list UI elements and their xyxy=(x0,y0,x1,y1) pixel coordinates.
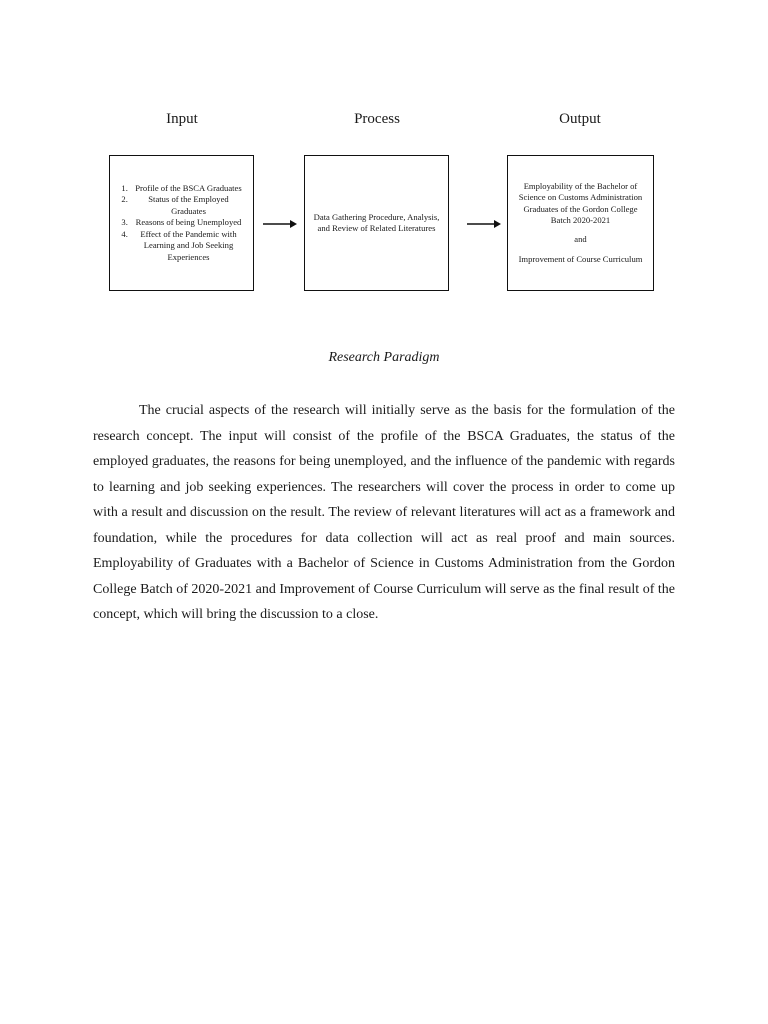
output-line-1: Employability of the Bachelor of Science on Customs Administration Graduates of the Gordon College Batch 2020-2021 xyxy=(518,180,643,225)
output-content xyxy=(508,181,653,265)
input-title: Input xyxy=(166,111,198,127)
output-line-2: Improvement of Course Curriculum xyxy=(518,253,643,264)
output-title: Output xyxy=(559,111,601,127)
output-box xyxy=(507,155,654,291)
arrow-right-icon xyxy=(466,218,502,230)
process-box xyxy=(304,155,449,291)
process-text: Data Gathering Procedure, Analysis, and Review of Related Literatures xyxy=(313,211,440,233)
body-paragraph: The crucial aspects of the research will initially serve as the basis for the formulation of the research concept. The input will consist of the profile of the BSCA Graduates, the status of the employed graduates, the reasons for being unemployed, and the influence of the pandemic with regards to learning and job seeking experiences. The researchers will cover the process in order to come up with a result and discussion on the result. The review of relevant literatures will act as a framework and foundation, while the procedures for data collection will act as real proof and main sources. Employability of Graduates with a Bachelor of Science in Customs Administration from the Gordon College Batch of 2020-2021 and Improvement of Course Curriculum will serve as the final result of the concept, which will bring the discussion to a close. xyxy=(93,403,675,622)
process-title: Process xyxy=(354,111,400,127)
input-item: 1. Profile of the BSCA Graduates xyxy=(130,183,247,194)
input-item: 3. Reasons of being Unemployed xyxy=(130,217,247,228)
research-paradigm-diagram xyxy=(0,0,768,310)
output-connector: and xyxy=(574,234,587,245)
input-box xyxy=(109,155,254,291)
input-item: 4. Effect of the Pandemic with Learning and Job Seeking Experiences xyxy=(130,229,247,263)
input-item: 2. Status of the Employed Graduates xyxy=(130,194,247,217)
figure-caption: Research Paradigm xyxy=(328,350,440,365)
input-list xyxy=(110,183,253,263)
arrow-right-icon xyxy=(262,218,298,230)
